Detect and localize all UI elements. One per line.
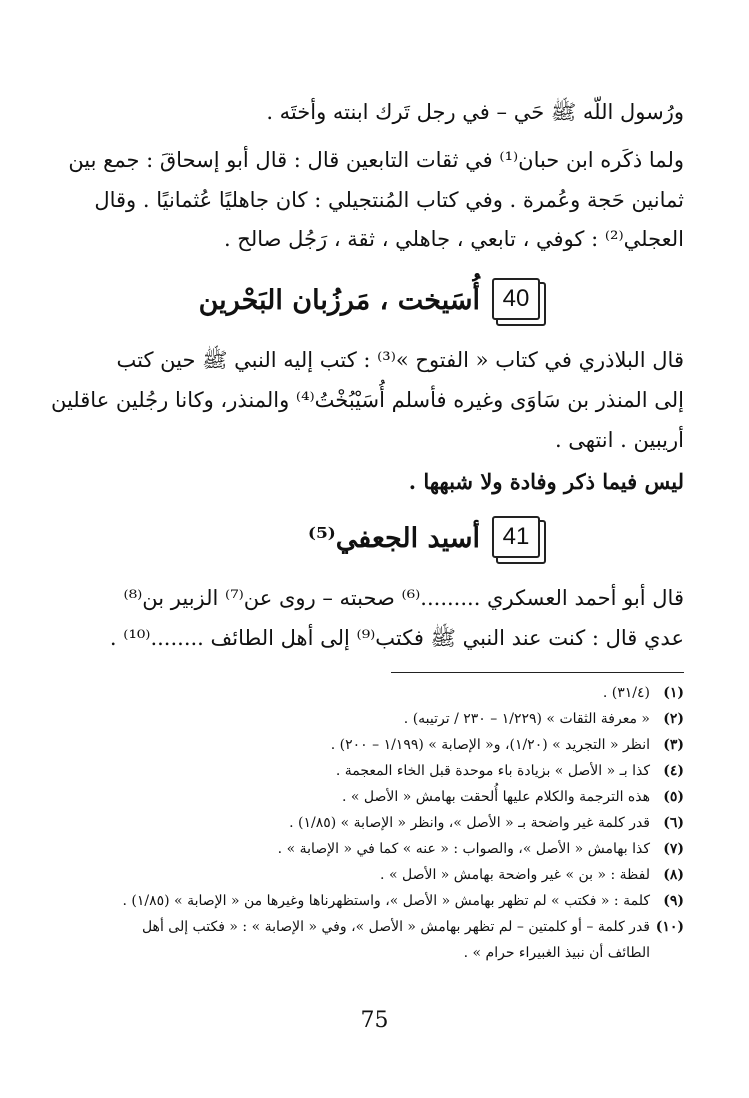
footnote-text: كلمة : « فكتب » لم تظهر بهامش « الأصل »، واستظهرناها وغيرها من « الإصابة » (١/٨٥) . xyxy=(122,893,650,909)
footnote-number: (١٠) xyxy=(655,919,684,935)
footnote-text: هذه الترجمة والكلام عليها أُلحقت بهامش « الأصل » . xyxy=(341,789,650,805)
footnote xyxy=(59,784,684,810)
entry-40-line: أريبين . انتهى . xyxy=(554,428,684,452)
footnote-text: « معرفة الثقات » (١/٢٢٩ – ٢٣٠ / ترتيبه) . xyxy=(403,711,650,727)
footnote-number: (٦) xyxy=(663,815,684,831)
entry-number: 41 xyxy=(492,516,540,558)
paragraph-line: العجلي⁽²⁾ : كوفي ، تابعي ، جاهلي ، ثقة ، رَجُل صالح . xyxy=(223,227,684,251)
footnote-number: (٧) xyxy=(663,841,684,857)
entry-40-heading xyxy=(199,275,544,325)
footnote-number xyxy=(650,940,684,966)
entry-number-badge xyxy=(492,516,544,560)
entry-41-heading xyxy=(308,513,544,563)
entry-title: أسيد الجعفي⁽⁵⁾ xyxy=(307,522,480,554)
entry-number-badge xyxy=(492,278,544,322)
footnote xyxy=(59,732,684,758)
paragraph-line: ثمانين حَجة وعُمرة . وفي كتاب المُنتجيلي : كان جاهليًا عُثمانيًا . وقال xyxy=(94,188,684,212)
footnote-number: (٩) xyxy=(663,893,684,909)
footnote xyxy=(59,836,684,862)
footnote-text: لفظة : « بن » غير واضحة بهامش « الأصل » . xyxy=(380,867,650,883)
footnote-text: كذا بـ « الأصل » بزيادة باء موحدة قبل الخاء المعجمة . xyxy=(335,763,650,779)
footnote-number: (٤) xyxy=(663,763,684,779)
footnote-number: (٣) xyxy=(663,737,684,753)
entry-number: 40 xyxy=(492,278,540,320)
footnote xyxy=(59,862,684,888)
entry-title: أُسَيخت ، مَرزُبان البَحْرين xyxy=(198,284,480,316)
footnote-number: (٨) xyxy=(663,867,684,883)
entry-40-line: إلى المنذر بن سَاوَى وغيره فأسلم أُسَيْبُخْتُ⁽⁴⁾ والمنذر، وكانا رجُلين عاقلين xyxy=(50,388,684,412)
footnote-number: (٢) xyxy=(663,711,684,727)
footnote xyxy=(59,888,684,914)
footnote-text: كذا بهامش « الأصل »، والصواب : « عنه » كما في « الإصابة » . xyxy=(277,841,650,857)
entry-40-note: ليس فيما ذكر وفادة ولا شبهها . xyxy=(408,469,684,494)
entry-41-line: قال أبو أحمد العسكري .........⁽⁶⁾ صحبته – روى عن⁽⁷⁾ الزبير بن⁽⁸⁾ xyxy=(123,586,684,610)
footnote xyxy=(59,758,684,784)
footnote-number: (١) xyxy=(663,685,684,701)
footnote-text: انظر « التجريد » (١/٢٠)، و« الإصابة » (١/١٩٩ – ٢٠٠) . xyxy=(330,737,650,753)
paragraph-line: ولما ذكَره ابن حبان⁽¹⁾ في ثقات التابعين قال : قال أبو إسحاقَ : جمع بين xyxy=(68,148,684,172)
page-number: 75 xyxy=(360,1008,389,1033)
footnote xyxy=(59,810,684,836)
footnote xyxy=(59,706,684,732)
footnote-text: قدر كلمة غير واضحة بـ « الأصل »، وانظر « الإصابة » (١/٨٥) . xyxy=(289,815,650,831)
footnote xyxy=(59,680,684,706)
footnote-text: قدر كلمة – أو كلمتين – لم تظهر بهامش « الأصل »، وفي « الإصابة » : « فكتب إلى أهل xyxy=(141,919,650,935)
entry-40-line: قال البلاذري في كتاب « الفتوح »⁽³⁾ : كتب إليه النبي ﷺ حين كتب xyxy=(116,348,684,372)
footnote xyxy=(59,914,684,940)
footnote-continuation xyxy=(59,940,684,966)
footnote-number: (٥) xyxy=(663,789,684,805)
footnote-text: (٣١/٤) . xyxy=(602,685,650,701)
footnote-text: الطائف أن نبيذ الغبيراء حرام » . xyxy=(463,945,650,961)
entry-41-line: عدي قال : كنت عند النبي ﷺ فكتب⁽⁹⁾ إلى أهل الطائف ........⁽¹⁰⁾ . xyxy=(109,626,684,650)
paragraph-line: ورُسول اللّه ﷺ حَي – في رجل تَرك ابنته وأختَه . xyxy=(266,100,684,124)
footnote-separator xyxy=(391,672,684,673)
